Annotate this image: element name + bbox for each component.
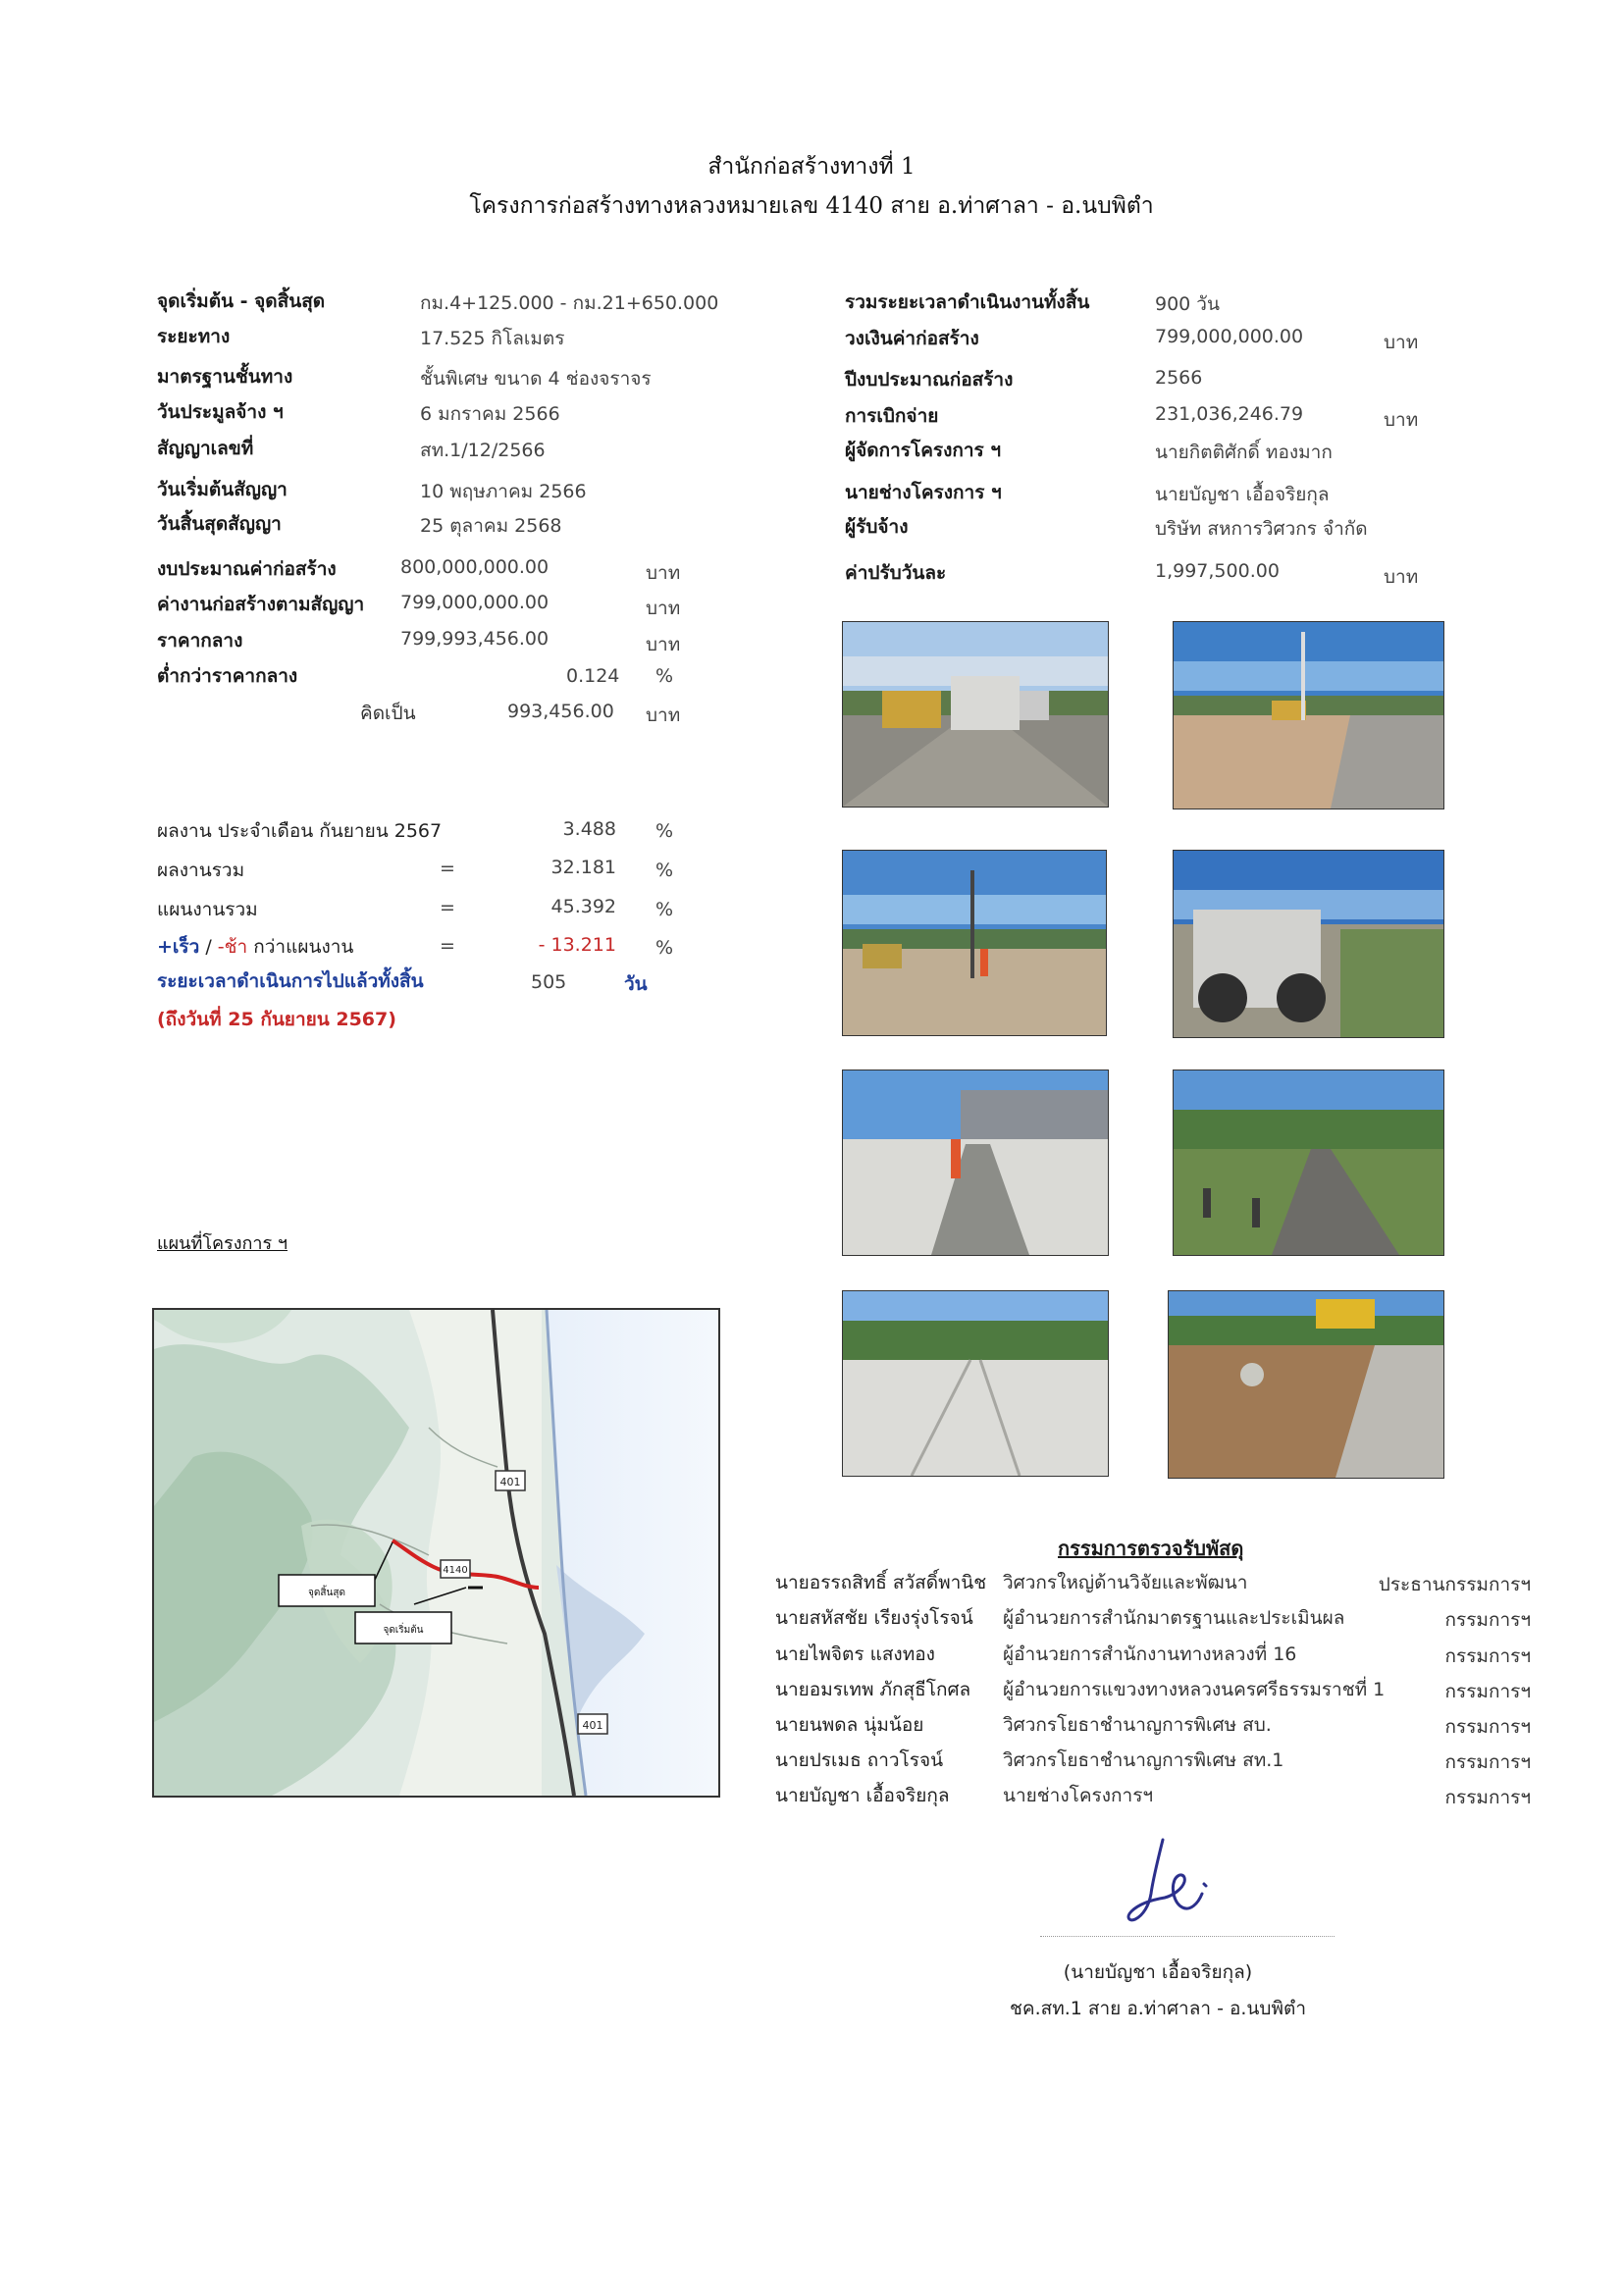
signer-name: (นายบัญชา เอื้อจริยกุล) [1063,1961,1253,1983]
progress-diff-label [157,932,353,962]
info-label: รวมระยะเวลาดำเนินงานทั้งสิ้น [845,291,1090,313]
map-heading: แผนที่โครงการ ฯ [157,1233,288,1254]
info-label: นายช่างโครงการ ฯ [845,482,1002,503]
info-value: 1,997,500.00 [1155,560,1280,582]
info-value: กม.4+125.000 - กม.21+650.000 [420,292,719,314]
route-4140-label: 4140 [443,1565,468,1576]
highway-401-label: 401 [582,1719,603,1732]
committee-member-name: นายอมรเทพ ภักสุธีโกศล [775,1679,971,1700]
info-value: 231,036,246.79 [1155,403,1304,425]
info-label: วันเริ่มต้นสัญญา [157,479,288,500]
as-of-date: (ถึงวันที่ 25 กันยายน 2567) [157,1009,396,1030]
info-label: จุดเริ่มต้น - จุดสิ้นสุด [157,290,326,312]
equals-sign: = [440,897,455,918]
info-value: 799,000,000.00 [400,592,550,613]
info-value: 25 ตุลาคม 2568 [420,515,562,537]
signer-title: ชค.สท.1 สาย อ.ท่าศาลา - อ.นบพิตำ [1009,1998,1307,2019]
info-unit: บาท [646,634,681,655]
site-photo-grader [1173,621,1444,809]
elapsed-value: 505 [531,971,567,993]
info-value: นายกิตติศักดิ์ ทองมาก [1155,442,1333,463]
info-label: ผู้จัดการโครงการ ฯ [845,440,1002,461]
info-value: 0.124 [566,665,620,687]
committee-member-name: นายนพดล นุ่มน้อย [775,1714,924,1736]
info-label: การเบิกจ่าย [845,405,939,427]
plan-progress-unit: % [655,899,674,920]
committee-member-position: ผู้อำนวยการสำนักมาตรฐานและประเมินผล [1003,1607,1345,1629]
info-value: สท.1/12/2566 [420,440,546,461]
diff-separator: / [199,936,218,958]
diff-rest: กว่าแผนงาน [247,936,354,958]
calc-label: คิดเป็น [360,703,416,724]
info-unit: บาท [1384,409,1419,431]
site-photo-milling [842,621,1109,808]
info-label: ปีงบประมาณก่อสร้าง [845,369,1014,391]
committee-member-position: ผู้อำนวยการสำนักงานทางหลวงที่ 16 [1003,1644,1297,1665]
info-label: ค่างานก่อสร้างตามสัญญา [157,594,365,615]
total-progress-value: 32.181 [550,857,616,878]
info-value: 799,993,456.00 [400,628,550,650]
info-unit: บาท [1384,566,1419,588]
monthly-progress-label: ผลงาน ประจำเดือน กันยายน 2567 [157,820,443,842]
committee-member-role: กรรมการฯ [1444,1681,1531,1702]
start-point-label: จุดเริ่มต้น [383,1625,424,1636]
info-label: สัญญาเลขที่ [157,438,254,459]
highway-401-label: 401 [499,1476,521,1488]
site-photo-concrete-lane [842,1070,1109,1256]
plan-progress-label: แผนงานรวม [157,899,258,920]
info-value: นายบัญชา เอื้อจริยกุล [1155,484,1330,505]
info-value: 800,000,000.00 [400,556,550,578]
map-graphic [154,1310,718,1796]
total-progress-unit: % [655,860,674,881]
committee-member-position: วิศวกรโยธาชำนาญการพิเศษ สท.1 [1003,1749,1284,1771]
info-value: ชั้นพิเศษ ขนาด 4 ช่องจราจร [420,368,652,390]
equals-sign: = [440,935,455,957]
calc-unit: บาท [646,704,681,726]
progress-diff-value: - 13.211 [538,934,616,956]
project-map[interactable] [152,1308,720,1798]
info-label: ระยะทาง [157,326,231,347]
site-photo-excavator-drainage [1168,1290,1444,1479]
info-value: บริษัท สหการวิศวกร จำกัด [1155,518,1368,540]
info-unit: บาท [646,562,681,584]
info-value: 10 พฤษภาคม 2566 [420,481,587,502]
info-value: 2566 [1155,367,1203,389]
fast-label: +เร็ว [157,936,200,958]
end-point-label: จุดสิ้นสุด [308,1588,345,1598]
signature-line [1040,1936,1335,1937]
info-label: ต่ำกว่าราคากลาง [157,665,298,687]
committee-member-role: กรรมการฯ [1444,1645,1531,1667]
handwritten-signature [1114,1835,1222,1928]
info-label: วันประมูลจ้าง ฯ [157,401,284,423]
progress-diff-unit: % [655,937,674,959]
elapsed-unit: วัน [624,973,648,995]
site-photo-new-pavement [842,1290,1109,1477]
site-photo-worker [842,850,1107,1036]
committee-member-position: ผู้อำนวยการแขวงทางหลวงนครศรีธรรมราชที่ 1 [1003,1679,1386,1700]
monthly-progress-unit: % [655,820,674,842]
info-label: งบประมาณค่าก่อสร้าง [157,558,337,580]
committee-member-position: วิศวกรโยธาชำนาญการพิเศษ สบ. [1003,1714,1272,1736]
committee-member-name: นายไพจิตร แสงทอง [775,1644,935,1665]
committee-member-name: นายอรรถสิทธิ์ สวัสดิ์พานิช [775,1572,987,1593]
info-label: มาตรฐานชั้นทาง [157,366,293,388]
info-unit: บาท [1384,332,1419,353]
monthly-progress-value: 3.488 [562,818,616,840]
committee-member-role: กรรมการฯ [1444,1716,1531,1738]
office-title: สำนักก่อสร้างทางที่ 1 [707,154,916,180]
committee-member-name: นายสหัสชัย เรียงรุ่งโรจน์ [775,1607,973,1629]
committee-member-name: นายปรเมธ ถาวโรจน์ [775,1749,944,1771]
plan-progress-value: 45.392 [550,896,616,917]
calc-value: 993,456.00 [507,701,614,722]
slow-label: -ช้า [217,936,248,958]
site-photo-road-workers [1173,1070,1444,1256]
site-photo-recycler [1173,850,1444,1038]
info-value: 6 มกราคม 2566 [420,403,560,425]
committee-title: กรรมการตรวจรับพัสดุ [1058,1537,1244,1560]
info-label: วงเงินค่าก่อสร้าง [845,328,979,349]
info-value: 17.525 กิโลเมตร [420,328,565,349]
info-label: ผู้รับจ้าง [845,516,909,538]
committee-member-name: นายบัญชา เอื้อจริยกุล [775,1785,950,1806]
info-label: วันสิ้นสุดสัญญา [157,513,282,535]
info-label: ค่าปรับวันละ [845,562,947,584]
info-value: 900 วัน [1155,293,1220,315]
info-unit: % [655,665,674,687]
info-unit: บาท [646,598,681,619]
equals-sign: = [440,858,455,879]
info-value: 799,000,000.00 [1155,326,1304,347]
committee-member-role: กรรมการฯ [1444,1609,1531,1631]
committee-member-position: นายช่างโครงการฯ [1003,1785,1154,1806]
committee-member-role: กรรมการฯ [1444,1787,1531,1808]
committee-member-role: กรรมการฯ [1444,1751,1531,1773]
total-progress-label: ผลงานรวม [157,860,245,881]
project-title: โครงการก่อสร้างทางหลวงหมายเลข 4140 สาย อ.ท่าศาลา - อ.นบพิตำ [469,193,1154,219]
info-label: ราคากลาง [157,630,243,652]
committee-member-role: ประธานกรรมการฯ [1378,1574,1531,1595]
elapsed-label: ระยะเวลาดำเนินการไปแล้วทั้งสิ้น [157,970,424,992]
committee-member-position: วิศวกรใหญ่ด้านวิจัยและพัฒนา [1003,1572,1248,1593]
